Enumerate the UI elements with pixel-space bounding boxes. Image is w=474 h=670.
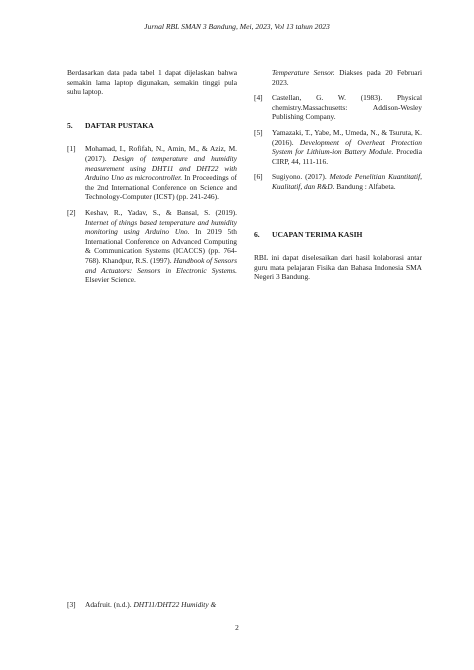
reference-text: Castellan, G. W. (1983). Physical chemistry.Massachusetts: Addison-Wesley Publishing Company. <box>272 93 422 122</box>
running-header: Jurnal RBL SMAN 3 Bandung, Mei, 2023, Vol 13 tahun 2023 <box>144 22 330 31</box>
reference-number: [5] <box>254 127 263 137</box>
reference-text: Keshav, R., Yadav, S., & Bansal, S. (2019). Internet of things based temperature and humidity monitoring using Arduino Uno. In 2019 5th International Conference on Advanced Computing & Communication Systems (ICACCS) (pp. 764-768). Khandpur, R.S. (1997). Handbook of Sensors and Actuators: Sensors in Electronic Systems. Elsevier Science. <box>85 207 237 285</box>
reference-item-bottom <box>67 600 237 610</box>
section-number: 5. <box>67 120 73 130</box>
reference-number: [4] <box>254 93 263 103</box>
reference-text: Temperature Sensor. Diakses pada 20 Februari 2023. <box>272 68 422 87</box>
reference-item <box>254 172 422 191</box>
reference-number: [6] <box>254 172 263 182</box>
section-number: 6. <box>254 229 260 239</box>
reference-text: Mohamad, I., Rofifah, N., Amin, M., & Aziz, M. (2017). Design of temperature and humidity measurement using DHT11 and DHT22 with Arduino Uno as microcontroller. In Proceedings of the 2nd International Conference on Science and Technology-Computer (ICST) (pp. 241-246). <box>85 144 237 202</box>
reference-item <box>67 144 237 202</box>
section-title: DAFTAR PUSTAKA <box>85 120 154 130</box>
reference-text: Adafruit. (n.d.). DHT11/DHT22 Humidity & <box>85 600 217 609</box>
reference-item <box>254 128 422 166</box>
page-number: 2 <box>235 623 239 632</box>
right-column <box>254 68 422 282</box>
section-heading-acknowledgement <box>254 230 422 240</box>
left-column <box>67 68 237 291</box>
acknowledgement-paragraph: RBL ini dapat diselesaikan dari hasil kolaborasi antar guru mata pelajaran Fisika dan Bahasa Indonesia SMA Negeri 3 Bandung. <box>254 253 422 282</box>
reference-number: [3] <box>67 600 76 609</box>
reference-item-continued <box>254 68 422 87</box>
section-title: UCAPAN TERIMA KASIH <box>272 229 363 239</box>
reference-number: [2] <box>67 207 76 217</box>
reference-number: [1] <box>67 144 76 154</box>
reference-text: Yamazaki, T., Yabe, M., Umeda, N., & Tsuruta, K. (2016). Development of Overheat Protection System for Lithium-ion Battery Module. Procedia CIRP, 44, 111-116. <box>272 127 422 166</box>
reference-item <box>67 208 237 285</box>
section-heading-references <box>67 121 237 131</box>
reference-item <box>254 93 422 122</box>
reference-text: Sugiyono. (2017). Metode Penelitian Kuantitatif, Kualitatif, dan R&D. Bandung : Alfabeta. <box>272 172 422 191</box>
intro-paragraph: Berdasarkan data pada tabel 1 dapat dijelaskan bahwa semakin lama laptop digunakan, semakin tinggi pula suhu laptop. <box>67 68 237 97</box>
